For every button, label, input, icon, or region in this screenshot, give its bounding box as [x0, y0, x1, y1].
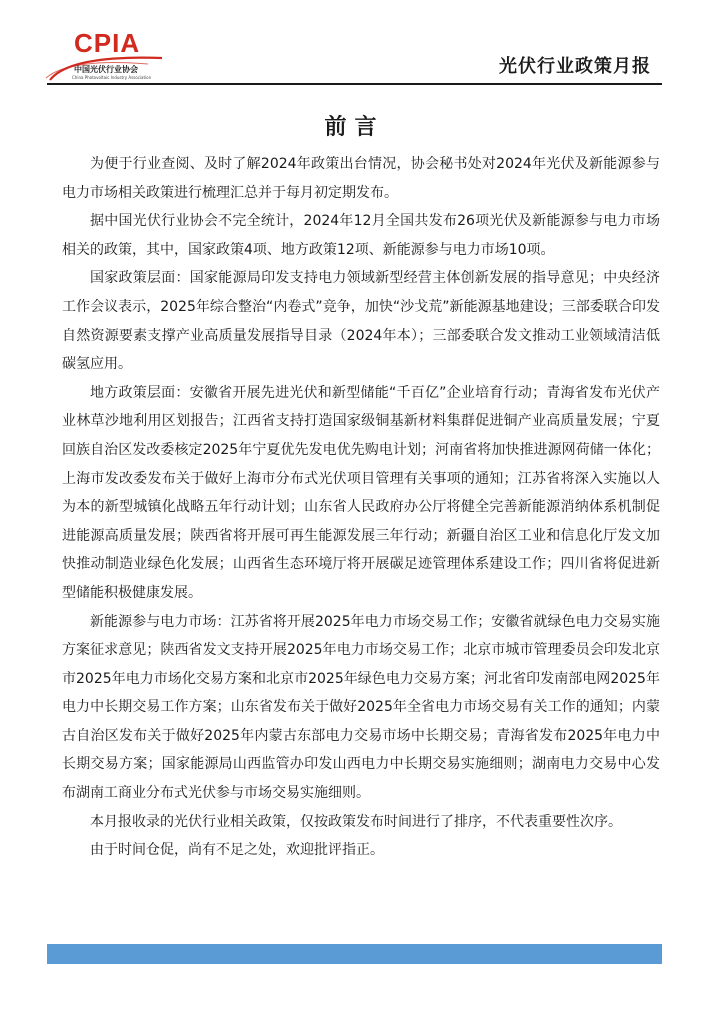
paragraph-ordering-note: 本月报收录的光伏行业相关政策，仅按政策发布时间进行了排序，不代表重要性次序。 — [90, 813, 622, 830]
paragraph-power-market: 新能源参与电力市场：江苏省将开展2025年电力市场交易工作；安徽省就绿色电力交易实施方案征求意见；陕西省发文支持开展2025年电力市场交易工作；北京市城市管理委员会印发北京市2025年电力市场化交易方案和北京市2025年绿色电力交易方案；河北省印发南部电网2025年电力中长期交易工作方案；山东省发布关于做好2025年全省电力市场交易有关工作的通知；内蒙古自治区发布关于做好2025年内蒙古东部电力交易市场中长期交易；青海省发布2025年电力中长期交易方案；国家能源局山西监管办印发山西电力中长期交易实施细则；湖南电力交易中心发布湖南工商业分布式光伏参与市场交易实施细则。 — [62, 613, 660, 802]
paragraph-national-policy: 国家政策层面：国家能源局印发支持电力领域新型经营主体创新发展的指导意见；中央经济工作会议表示，2025年综合整治“内卷式”竞争，加快“沙戈荒”新能源基地建设；三部委联合印发自然资源要素支撑产业高质量发展指导目录（2024年本）；三部委联合发文推动工业领域清洁低碳氢应用。 — [62, 270, 660, 373]
logo-english-name: China Photovoltaic Industry Association — [72, 75, 152, 80]
logo-chinese-name: 中国光伏行业协会 — [74, 65, 138, 74]
logo-wordmark: CPIA — [74, 28, 141, 58]
footer-bar — [47, 944, 662, 964]
page-header — [0, 0, 709, 100]
page-title: 前言 — [324, 115, 385, 140]
header-divider — [47, 83, 662, 85]
paragraph-purpose: 为便于行业查阅、及时了解2024年政策出台情况，协会秘书处对2024年光伏及新能源参与电力市场相关政策进行梳理汇总并于每月初定期发布。 — [62, 156, 660, 201]
paragraph-statistics: 据中国光伏行业协会不完全统计，2024年12月全国共发布26项光伏及新能源参与电力市场相关的政策，其中，国家政策4项、地方政策12项、新能源参与电力市场10项。 — [62, 213, 660, 258]
cpia-logo — [44, 22, 170, 84]
paragraph-closing: 由于时间仓促，尚有不足之处，欢迎批评指正。 — [90, 842, 384, 859]
paragraph-local-policy: 地方政策层面：安徽省开展先进光伏和新型储能“千百亿”企业培育行动；青海省发布光伏产业林草沙地利用区划报告；江西省支持打造国家级铜基新材料集群促进铜产业高质量发展；宁夏回族自治区发改委核定2025年宁夏优先发电优先购电计划；河南省将加快推进源网荷储一体化；上海市发改委发布关于做好上海市分布式光伏项目管理有关事项的通知；江苏省将深入实施以人为本的新型城镇化战略五年行动计划；山东省人民政府办公厅将健全完善新能源消纳体系机制促进能源高质量发展；陕西省将开展可再生能源发展三年行动；新疆自治区工业和信息化厅发文加快推动制造业绿色化发展；山西省生态环境厅将开展碳足迹管理体系建设工作；四川省将促进新型储能积极健康发展。 — [62, 384, 660, 601]
preface-body — [62, 150, 660, 865]
report-title: 光伏行业政策月报 — [499, 56, 651, 77]
